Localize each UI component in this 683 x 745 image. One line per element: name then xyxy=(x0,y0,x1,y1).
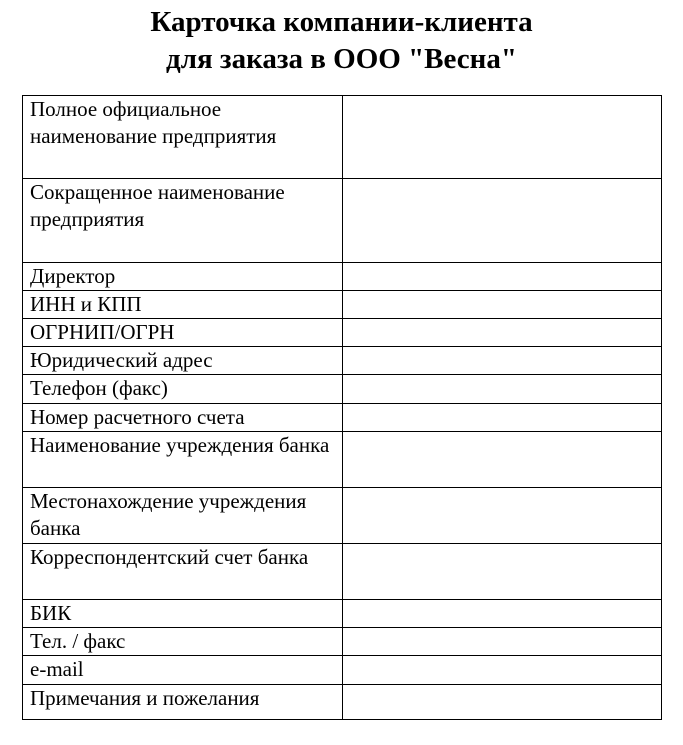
table-row-correspondent-account xyxy=(23,544,662,600)
table-row-email xyxy=(23,656,662,685)
title-line-2: для заказа в ООО "Весна" xyxy=(166,43,517,75)
row-value-field[interactable] xyxy=(343,404,662,432)
row-value-field[interactable] xyxy=(343,685,662,720)
table-row-ogrn xyxy=(23,319,662,347)
row-label: Сокращенное наименование предприятия xyxy=(23,179,343,263)
row-label: Местонахождение учреждения банка xyxy=(23,488,343,544)
row-value-field[interactable] xyxy=(343,263,662,291)
row-label: ИНН и КПП xyxy=(23,291,343,319)
row-label: Юридический адрес xyxy=(23,347,343,375)
row-value-field[interactable] xyxy=(343,656,662,685)
row-value-field[interactable] xyxy=(343,179,662,263)
table-row-notes xyxy=(23,685,662,720)
table-row-phone-fax xyxy=(23,375,662,404)
row-label: ОГРНИП/ОГРН xyxy=(23,319,343,347)
row-value-field[interactable] xyxy=(343,291,662,319)
row-value-field[interactable] xyxy=(343,544,662,600)
table-row-director xyxy=(23,263,662,291)
table-row-short-name xyxy=(23,179,662,263)
row-value-field[interactable] xyxy=(343,488,662,544)
row-label: Телефон (факс) xyxy=(23,375,343,404)
row-value-field[interactable] xyxy=(343,347,662,375)
row-label: БИК xyxy=(23,600,343,628)
table-row-inn-kpp xyxy=(23,291,662,319)
table-row-bank-name xyxy=(23,432,662,488)
table-row-full-name xyxy=(23,96,662,179)
row-value-field[interactable] xyxy=(343,375,662,404)
row-label: Номер расчетного счета xyxy=(23,404,343,432)
row-value-field[interactable] xyxy=(343,628,662,656)
row-label: Тел. / факс xyxy=(23,628,343,656)
row-label: Примечания и пожелания xyxy=(23,685,343,720)
title-line-1: Карточка компании-клиента xyxy=(150,6,533,38)
row-value-field[interactable] xyxy=(343,319,662,347)
table-row-bik xyxy=(23,600,662,628)
table-row-account-number xyxy=(23,404,662,432)
row-label: Директор xyxy=(23,263,343,291)
row-value-field[interactable] xyxy=(343,96,662,179)
table-row-bank-location xyxy=(23,488,662,544)
page-title xyxy=(0,4,683,78)
row-value-field[interactable] xyxy=(343,432,662,488)
row-label: e-mail xyxy=(23,656,343,685)
row-label: Полное официальное наименование предприятия xyxy=(23,96,343,179)
row-label: Корреспондентский счет банка xyxy=(23,544,343,600)
row-label: Наименование учреждения банка xyxy=(23,432,343,488)
client-card-table xyxy=(22,95,662,720)
table-row-tel-fax xyxy=(23,628,662,656)
table-row-legal-address xyxy=(23,347,662,375)
row-value-field[interactable] xyxy=(343,600,662,628)
